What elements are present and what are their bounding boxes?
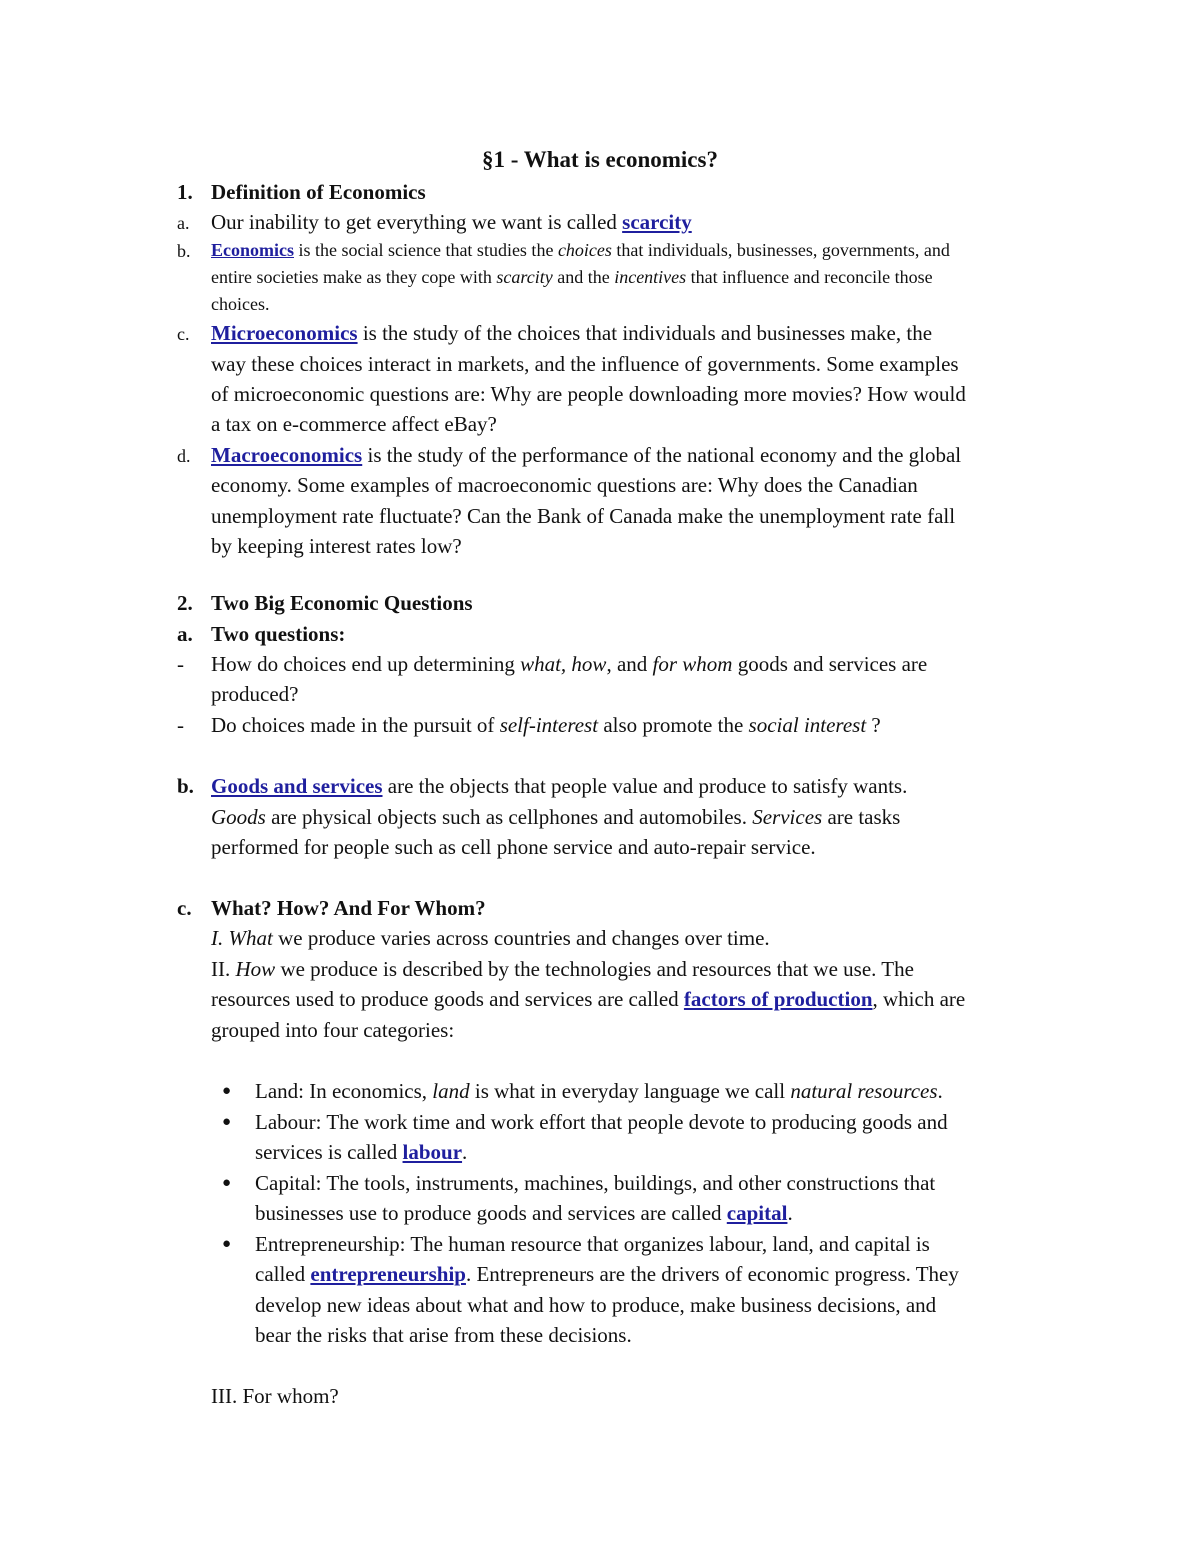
item-1d-line-4: by keeping interest rates low? [211, 534, 462, 558]
item-1c-line-1 [211, 318, 932, 348]
text-fragment: goods and services are [732, 652, 928, 676]
text-fragment: . [462, 1140, 468, 1164]
item-2b-line-2 [211, 802, 900, 832]
text-fragment: , which are [872, 987, 966, 1011]
italic-what-how: what, how [520, 652, 607, 676]
item-2b-marker: b. [177, 774, 194, 798]
text-fragment: Do choices made in the pursuit of [211, 713, 500, 737]
item-1b-line-2 [211, 264, 933, 291]
item-1b-line-1 [211, 237, 950, 264]
entrepreneurship-line-2 [255, 1259, 959, 1289]
section-2-number: 2. [177, 591, 193, 615]
text-fragment: is the study of the choices that individuals and businesses make, the [357, 321, 933, 345]
how-line-2 [211, 984, 965, 1014]
text-fragment: . [787, 1201, 793, 1225]
term-entrepreneurship-link[interactable]: entrepreneurship [310, 1262, 466, 1286]
text-fragment: are physical objects such as cellphones and automobiles. [265, 805, 753, 829]
text-fragment: Land: In economics, [255, 1079, 433, 1103]
item-2a-marker: a. [177, 622, 193, 646]
item-1d-line-3: unemployment rate fluctuate? Can the Bank of Canada make the unemployment rate fall [211, 504, 956, 528]
italic-self-interest: self-interest [499, 713, 599, 737]
land-line [255, 1076, 943, 1106]
term-factors-of-production-link[interactable]: factors of production [683, 987, 873, 1011]
entrepreneurship-line-4: bear the risks that arise from these decisions. [255, 1323, 632, 1347]
term-economics-link[interactable]: Economics [211, 240, 294, 260]
text-fragment: we produce varies across countries and changes over time. [272, 926, 770, 950]
item-1d-line-2: economy. Some examples of macroeconomic questions are: Why does the Canadian [211, 473, 918, 497]
section-2-heading: Two Big Economic Questions [211, 591, 473, 615]
text-fragment: , and [606, 652, 653, 676]
text-fragment: is the social science that studies the [294, 240, 558, 260]
italic-incentives: incentives [614, 267, 687, 287]
item-2c-heading: What? How? And For Whom? [211, 896, 486, 920]
item-1d-line-1 [211, 440, 961, 470]
text-fragment: resources used to produce goods and services are called [211, 987, 684, 1011]
italic-goods: Goods [211, 805, 266, 829]
dash-marker: - [177, 652, 184, 676]
text-fragment: . [937, 1079, 943, 1103]
text-fragment: . Entrepreneurs are the drivers of economic progress. They [465, 1262, 959, 1286]
italic-services: Services [752, 805, 823, 829]
item-1a-text [211, 207, 692, 237]
text-fragment: are the objects that people value and produce to satisfy wants. [382, 774, 908, 798]
question-2-line-1 [211, 710, 881, 740]
bullet-icon: ● [222, 1083, 232, 1099]
bullet-icon: ● [222, 1175, 232, 1191]
item-1d-marker: d. [177, 446, 191, 466]
text-fragment: How do choices end up determining [211, 652, 521, 676]
text-fragment: that individuals, businesses, governments, and [611, 240, 950, 260]
item-2b-line-1 [211, 771, 907, 801]
labour-line-2 [255, 1137, 467, 1167]
item-2b-line-3: performed for people such as cell phone service and auto-repair service. [211, 835, 816, 859]
text-fragment: also promote the [598, 713, 749, 737]
italic-natural-resources: natural resources [790, 1079, 938, 1103]
item-1a-marker: a. [177, 213, 190, 233]
term-goods-and-services-link[interactable]: Goods and services [211, 774, 383, 798]
term-macroeconomics-link[interactable]: Macroeconomics [211, 443, 363, 467]
text-fragment: we produce is described by the technologies and resources that we use. The [275, 957, 914, 981]
how-line-1 [211, 954, 914, 984]
term-microeconomics-link[interactable]: Microeconomics [211, 321, 358, 345]
item-1c-marker: c. [177, 324, 190, 344]
labour-line-1: Labour: The work time and work effort that people devote to producing goods and [255, 1110, 948, 1134]
term-capital-link[interactable]: capital [726, 1201, 788, 1225]
capital-line-2 [255, 1198, 793, 1228]
italic-choices: choices [557, 240, 612, 260]
term-labour-link[interactable]: labour [402, 1140, 463, 1164]
text-fragment: called [255, 1262, 311, 1286]
text-fragment: businesses use to produce goods and services are called [255, 1201, 727, 1225]
item-1b-line-3: choices. [211, 294, 270, 314]
italic-social-interest: social interest [748, 713, 867, 737]
capital-line-1: Capital: The tools, instruments, machines, buildings, and other constructions that [255, 1171, 936, 1195]
for-whom-line: III. For whom? [211, 1384, 339, 1408]
section-1-number: 1. [177, 180, 193, 204]
italic-what: What [228, 926, 273, 950]
italic-how: How [235, 957, 276, 981]
text-fragment: and the [552, 267, 615, 287]
entrepreneurship-line-1: Entrepreneurship: The human resource that organizes labour, land, and capital is [255, 1232, 930, 1256]
text-fragment: are tasks [822, 805, 901, 829]
how-line-3: grouped into four categories: [211, 1018, 455, 1042]
bullet-icon: ● [222, 1114, 232, 1130]
section-1-heading: Definition of Economics [211, 180, 426, 204]
term-scarcity-link[interactable]: scarcity [622, 210, 692, 234]
text-fragment: services is called [255, 1140, 403, 1164]
entrepreneurship-line-3: develop new ideas about what and how to produce, make business decisions, and [255, 1293, 937, 1317]
italic-for-whom: for whom [652, 652, 733, 676]
item-2a-heading: Two questions: [211, 622, 346, 646]
text-fragment: that influence and reconcile those [686, 267, 933, 287]
bullet-icon: ● [222, 1236, 232, 1252]
text-fragment: ? [866, 713, 881, 737]
question-1-line-2: produced? [211, 682, 299, 706]
item-1b-marker: b. [177, 241, 191, 261]
text-fragment: is the study of the performance of the national economy and the global [362, 443, 962, 467]
italic-land: land [432, 1079, 470, 1103]
dash-marker: - [177, 713, 184, 737]
item-2c-marker: c. [177, 896, 192, 920]
roman-numeral-2: II. [211, 957, 236, 981]
what-line [211, 923, 770, 953]
roman-numeral-1: I. [211, 926, 229, 950]
italic-scarcity: scarcity [496, 267, 553, 287]
page-title: §1 - What is economics? [482, 147, 718, 172]
item-1c-line-3: of microeconomic questions are: Why are people downloading more movies? How would [211, 382, 966, 406]
text-fragment: is what in everyday language we call [469, 1079, 791, 1103]
item-1c-line-4: a tax on e-commerce affect eBay? [211, 412, 497, 436]
question-1-line-1 [211, 649, 927, 679]
text-fragment: entire societies make as they cope with [211, 267, 497, 287]
item-1c-line-2: way these choices interact in markets, and the influence of governments. Some examples [211, 352, 959, 376]
item-1a-sentence: Our inability to get everything we want is called [211, 210, 623, 234]
